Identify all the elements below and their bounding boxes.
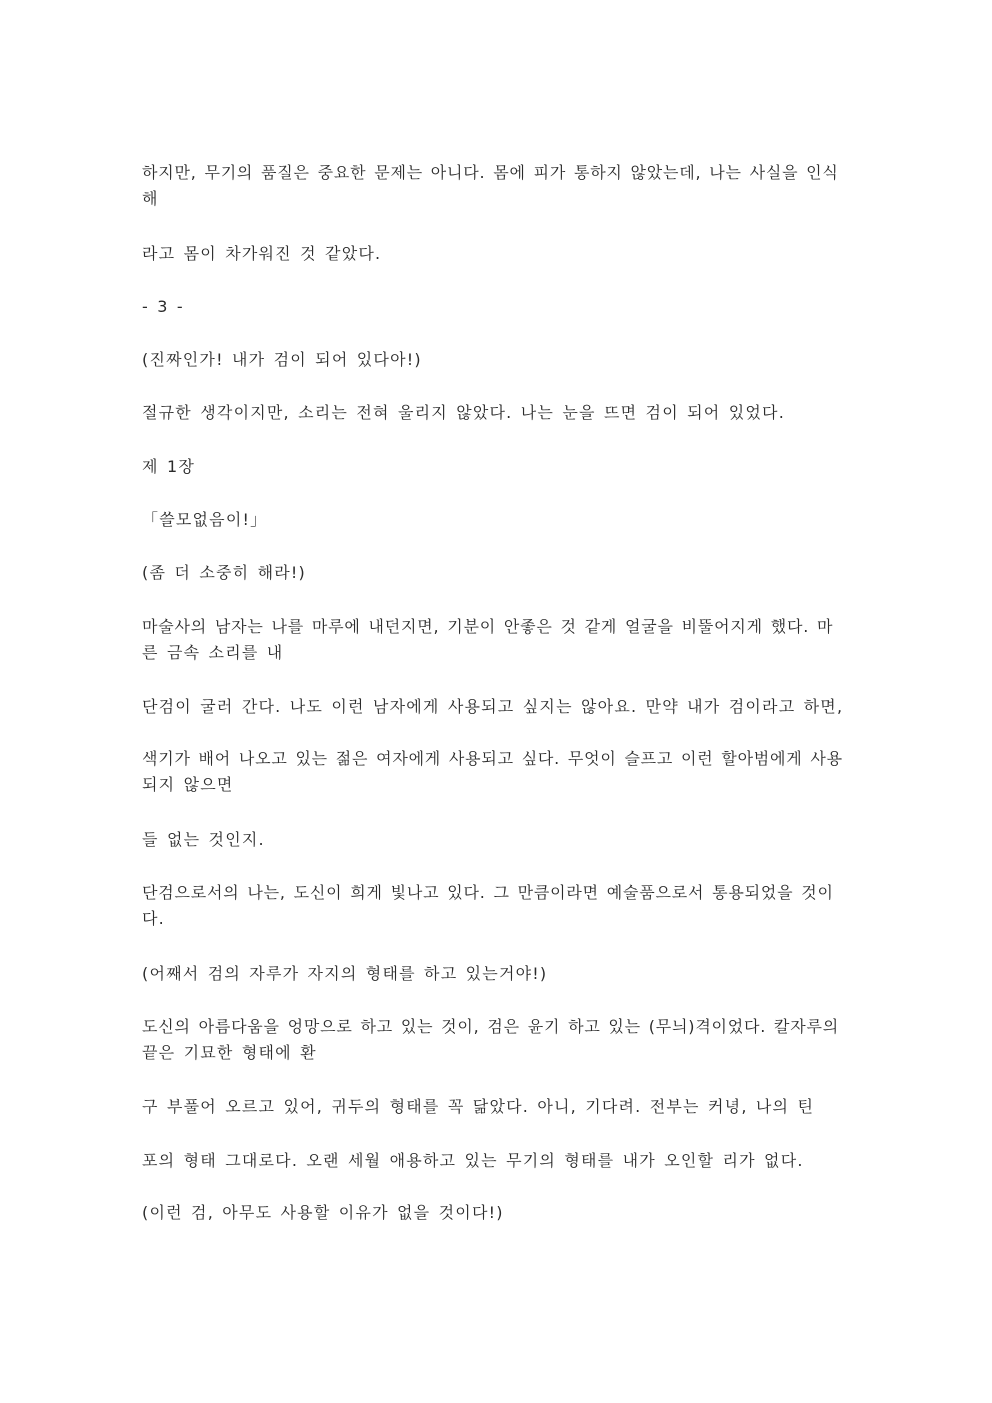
paragraph-5-line-1: 「쓸모없음이!」	[142, 510, 268, 529]
paragraph-11-line-1: 단검으로서의 나는, 도신이 희게 빛나고 있다. 그 만큼이라면 예술품으로서 통용되었을 것이	[142, 883, 834, 902]
paragraph-10-line-1: 들 없는 것인지.	[142, 830, 265, 849]
paragraph-7-line-2: 른 금속 소리를 내	[142, 643, 284, 662]
paragraph-4-line-1: 절규한 생각이지만, 소리는 전혀 울리지 않았다. 나는 눈을 뜨면 검이 되어 있었다.	[142, 403, 785, 422]
paragraph-1-line-1: 하지만, 무기의 품질은 중요한 문제는 아니다. 몸에 피가 통하지 않았는데, 나는 사실을 인식	[142, 163, 839, 182]
chapter-heading-text: 제 1장	[142, 457, 195, 476]
paragraph-13-line-2: 끝은 기묘한 형태에 환	[142, 1043, 317, 1062]
paragraph-15	[142, 1148, 850, 1174]
paragraph-2-line-1: 라고 몸이 차가워진 것 같았다.	[142, 244, 382, 263]
paragraph-14	[142, 1094, 850, 1120]
paragraph-6-line-1: (좀 더 소중히 해라!)	[142, 563, 306, 582]
paragraph-11	[142, 880, 850, 932]
paragraph-8-line-1: 단검이 굴러 간다. 나도 이런 남자에게 사용되고 싶지는 않아요. 만약 내가 검이라고 하면,	[142, 697, 844, 716]
paragraph-5	[142, 507, 850, 533]
paragraph-15-line-1: 포의 형태 그대로다. 오랜 세월 애용하고 있는 무기의 형태를 내가 오인할 리가 없다.	[142, 1151, 804, 1170]
paragraph-9-line-1: 색기가 배어 나오고 있는 젊은 여자에게 사용되고 싶다. 무엇이 슬프고 이런 할아범에게 사용	[142, 749, 843, 768]
paragraph-14-line-1: 구 부풀어 오르고 있어, 귀두의 형태를 꼭 닮았다. 아니, 기다려. 전부는 커녕, 나의 틴	[142, 1097, 815, 1116]
paragraph-10	[142, 827, 850, 853]
paragraph-7-line-1: 마술사의 남자는 나를 마루에 내던지면, 기분이 안좋은 것 같게 얼굴을 비뚤어지게 했다. 마	[142, 617, 834, 636]
paragraph-3-line-1: (진짜인가! 내가 검이 되어 있다아!)	[142, 350, 422, 369]
paragraph-8	[142, 694, 850, 720]
paragraph-9-line-2: 되지 않으면	[142, 775, 234, 794]
paragraph-7	[142, 614, 850, 666]
paragraph-3	[142, 347, 850, 373]
paragraph-2	[142, 241, 850, 267]
paragraph-1-line-2: 해	[142, 189, 159, 208]
paragraph-16-line-1: (이런 검, 아무도 사용할 이유가 없을 것이다!)	[142, 1203, 504, 1222]
chapter-heading	[142, 454, 850, 480]
paragraph-1	[142, 160, 850, 212]
paragraph-13-line-1: 도신의 아름다움을 엉망으로 하고 있는 것이, 검은 윤기 하고 있는 (무늬)격이었다. 칼자루의	[142, 1017, 839, 1036]
paragraph-9	[142, 746, 850, 798]
paragraph-16	[142, 1200, 850, 1226]
paragraph-11-line-2: 다.	[142, 909, 165, 928]
paragraph-12-line-1: (어째서 검의 자루가 자지의 형태를 하고 있는거야!)	[142, 964, 548, 983]
paragraph-13	[142, 1014, 850, 1066]
page-number	[142, 294, 850, 320]
paragraph-12	[142, 961, 850, 987]
paragraph-4	[142, 400, 850, 426]
paragraph-6	[142, 560, 850, 586]
page-number-text: - 3 -	[142, 297, 184, 316]
